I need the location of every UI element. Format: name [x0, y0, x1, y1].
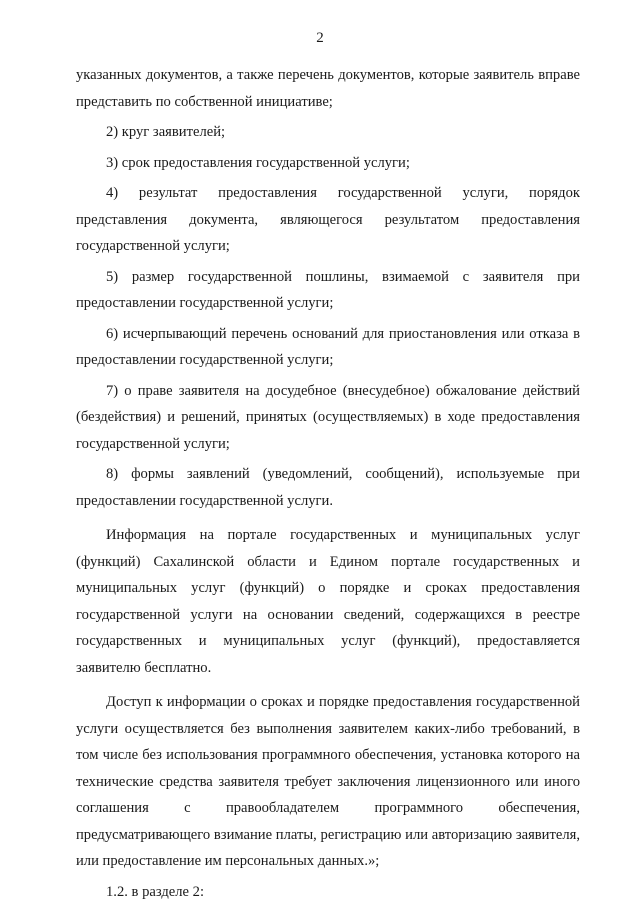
list-item-7: 7) о праве заявителя на досудебное (внесудебное) обжалование действий (бездействия) и решений, принятых (осуществляемых) в ходе предоставления государственной услуги; — [76, 382, 580, 452]
document-body — [76, 62, 580, 905]
paragraph-continuation: указанных документов, а также перечень документов, которые заявитель вправе представить по собственной инициативе; — [76, 67, 580, 110]
list-item-2: 2) круг заявителей; — [106, 124, 226, 140]
paragraph-access-to-information: Доступ к информации о сроках и порядке предоставления государственной услуги осуществляется без выполнения заявителем каких-либо требований, в том числе без использования программного обеспечения, установка которого на технические средства заявителя требует заключения лицензионного или иного соглашения с правообладателем программного обеспечения, предусматривающего взимание платы, регистрацию или авторизацию заявителя, или предоставление им персональных данных.»; — [76, 694, 580, 869]
list-item-4: 4) результат предоставления государственной услуги, порядок представления документа, являющегося результатом предоставления государственной услуги; — [76, 185, 580, 254]
list-item-3: 3) срок предоставления государственной услуги; — [106, 154, 410, 171]
list-item-8: 8) формы заявлений (уведомлений, сообщений), используемые при предоставлении государственной услуги. — [76, 466, 580, 509]
page-number: 2 — [316, 30, 324, 46]
list-item-5: 5) размер государственной пошлины, взимаемой с заявителя при предоставлении государственной услуги; — [76, 268, 580, 311]
paragraph-portal-information: Информация на портале государственных и муниципальных услуг (функций) Сахалинской области и Едином портале государственных и муниципальных услуг (функций) о порядке и сроках предоставления государственной услуги на основании сведений, содержащихся в реестре государственных и муниципальных услуг (функций), предоставляется заявителю бесплатно. — [76, 527, 580, 676]
paragraph-section-2: 1.2. в разделе 2: — [106, 883, 205, 900]
list-item-6: 6) исчерпывающий перечень оснований для приостановления или отказа в предоставлении государственной услуги; — [76, 325, 580, 368]
